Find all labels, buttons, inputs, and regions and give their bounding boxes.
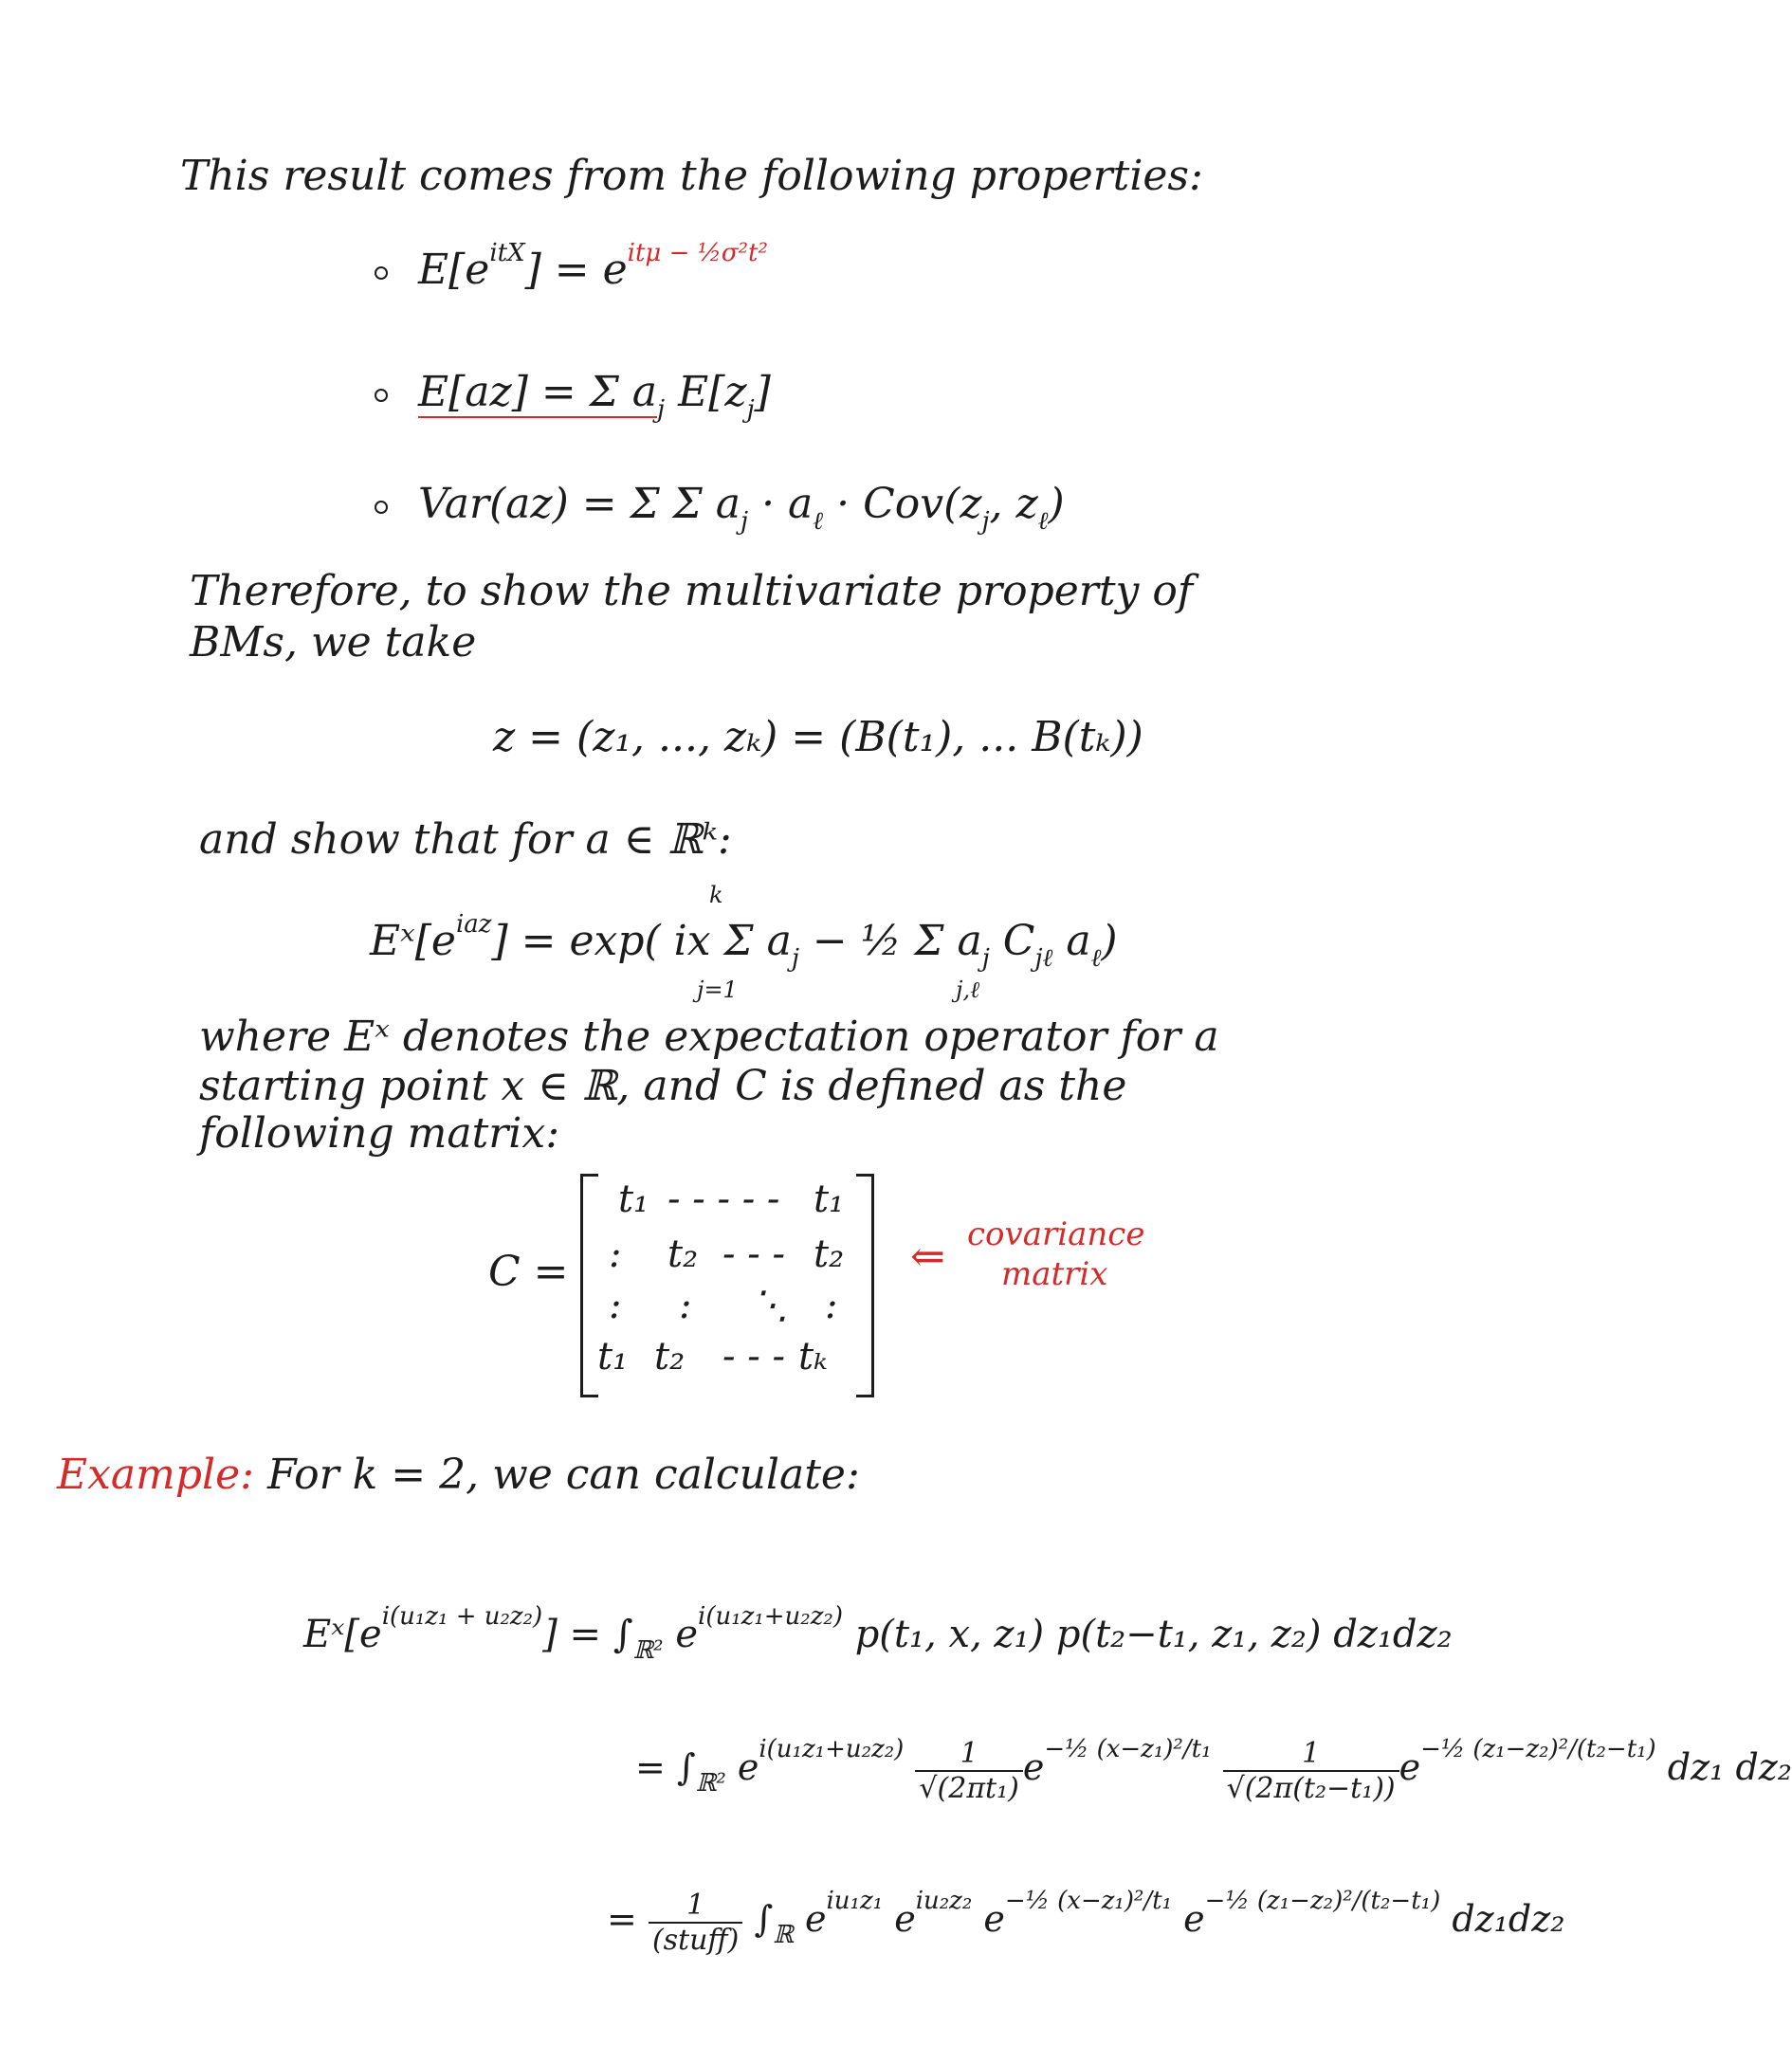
calc-line-3: = $\frac{1}{\text{(stuff)}}$ $\int_ℝ$ $e^{iu_1z_1}$ $e^{iu_2z_2}$ $e^{-\frac{1}{2} (x-z_1)^2/t_1}$ $e^{-\frac{1}{2} (z_1-z_2)^2/(t_2-t_1)}$ dz₁dz₂ <box>607 1887 1565 1957</box>
arrow-left-icon: ⇐ <box>910 1232 945 1281</box>
expectation-formula: $Eˣ[e^{iaz}] = \exp$( ix Σ $a_j$ − ½ Σ $a_j$ $C_{j\ell}$ $a_\ell$) <box>370 910 1118 973</box>
covariance-matrix: t₁ - - - - - t₁ : t₂ - - - t₂ : : ⋱ : t₁ t₂ - - - tₖ <box>580 1174 874 1392</box>
therefore-line-2: BMs, we take <box>190 618 477 666</box>
bullet-icon <box>375 266 388 280</box>
example-label: Example: <box>57 1451 254 1499</box>
left-bracket <box>580 1174 598 1397</box>
matrix-note-line-2: matrix <box>1001 1255 1108 1293</box>
property-1: $E[e^{itX}] = e^{it\mu - \frac{1}{2}\sigma^2t^2}$ <box>375 239 768 294</box>
property-2: E[az] = Σ $a_j$ $E[z_j]$ <box>375 368 771 424</box>
right-bracket <box>856 1174 874 1397</box>
matrix-note-line-1: covariance <box>967 1215 1145 1253</box>
matrix-label: C = <box>488 1248 569 1296</box>
where-line-2: starting point x ∈ ℝ, and C is defined as the <box>199 1062 1127 1110</box>
where-line-3: following matrix: <box>199 1109 560 1158</box>
bullet-icon <box>375 389 388 402</box>
example-line <box>57 1451 860 1499</box>
sum-upper-limit: k <box>709 882 723 908</box>
intro-text: This result comes from the following properties: <box>180 152 1203 200</box>
fraction: $\frac{1}{\text{(stuff)}}$ <box>649 1889 742 1957</box>
sum-lower-limit: j=1 <box>697 977 738 1003</box>
where-line-1: where Eˣ denotes the expectation operator for a <box>199 1013 1219 1061</box>
z-definition: z = (z₁, ..., zₖ) = (B(t₁), ... B(tₖ)) <box>493 713 1143 761</box>
intro-line <box>180 152 1203 200</box>
and-show-line: and show that for a ∈ ℝᵏ: <box>199 815 732 864</box>
exponent-underlined: itμ − ½σ²t² <box>627 239 768 267</box>
therefore-line-1: Therefore, to show the multivariate property of <box>190 567 1194 615</box>
example-text: For k = 2, we can calculate: <box>267 1451 860 1499</box>
sum2-lower-limit: j,ℓ <box>956 977 980 1003</box>
bullet-icon <box>375 501 388 514</box>
expectation-linearity: E[az] = Σ a <box>418 368 658 416</box>
fraction: $\frac{1}{\text{√(2πt₁)}}$ <box>915 1737 1022 1805</box>
calc-line-2: = $\int_{ℝ^2}$ $e^{i(u_1z_1+u_2z_2)}$ $\frac{1}{\text{√(2πt₁)}}$ $e^{-\frac{1}{2} (x-z_1)^2/t_1}$ $\frac{1}{\text{√(2π(t₂−t₁))}}$ $e^{-\frac{1}{2} (z_1-z_2)^2/(t_2-t_1)}$ dz₁ dz₂ <box>635 1735 1792 1805</box>
calc-line-1: $Eˣ[e^{i(u_1z_1 + u_2z_2)}] = \int_{ℝ^2}$ $e^{i(u_1z_1+u_2z_2)}$ p(t₁, x, z₁) p(t₂−t₁, z₁, z₂) dz₁dz₂ <box>303 1602 1453 1665</box>
property-3: Var(az) = Σ Σ $a_j \cdot a_\ell \cdot Cov(z_j$, $z_\ell$) <box>375 480 1065 536</box>
fraction: $\frac{1}{\text{√(2π(t₂−t₁))}}$ <box>1223 1737 1399 1805</box>
